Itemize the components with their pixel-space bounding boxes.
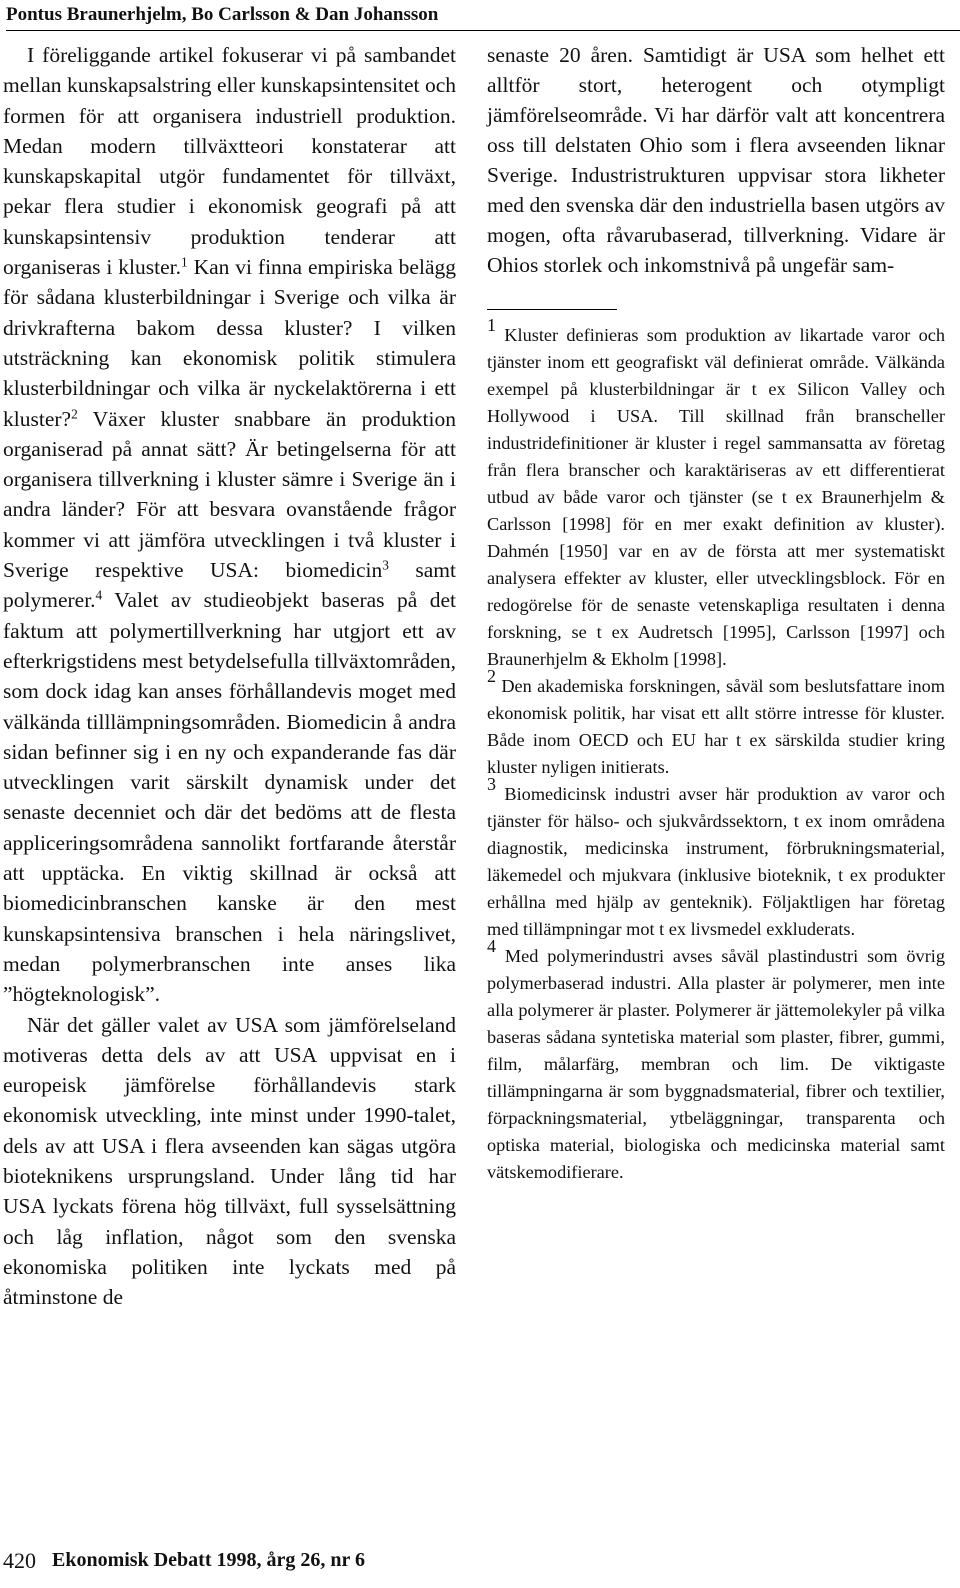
- footnote-number: 1: [487, 315, 496, 336]
- footnote-number: 3: [487, 774, 496, 795]
- footnote-ref-4: 4: [95, 588, 103, 604]
- body-text: I föreliggande artikel fokuserar vi på sambandet mellan kunskapsalstring eller kunskapsintensitet och formen för att organisera industriell produktion. Medan modern tillväxtteori konstaterar att kunskapskapital utgör fundamentet för tillväxt, pekar flera studier i ekonomisk geografi på att kunskapsintensiv produktion tenderar att organiseras i kluster.: [3, 43, 456, 280]
- header-rule: [6, 30, 960, 31]
- footnote-1: [487, 315, 945, 673]
- footnote-text: Kluster definieras som produktion av likartade varor och tjänster inom ett geografiskt väl definierat område. Välkända exempel på klusterbildningar är t ex Silicon Valley och Hollywood i USA. Till skillnad från branscheller industridefinitioner är kluster i regel sammansatta av företag från flera branscher och karaktäriseras av ett differentierat utbud av både varor och tjänster (se t ex Braunerhjelm & Carlsson [1998] för en mer exakt definition av kluster). Dahmén [1950] var en av de första att mer systematiskt analysera effekter av kluster, eller utvecklingsblock. För en redogörelse för de senaste vetenskapliga resultaten i denna forskning, se t ex Audretsch [1995], Carlsson [1997] och Braunerhjelm & Ekholm [1998].: [487, 325, 945, 669]
- footnote-number: 2: [487, 666, 496, 687]
- left-column: [3, 40, 456, 1312]
- body-text: Kan vi finna empiriska belägg för sådana klusterbildningar i Sverige och vilka är drivkrafterna bakom dessa kluster? I vilken utsträckning kan ekonomisk politik stimulera klusterbildningar och vilka är nyckelaktörerna i ett kluster?: [3, 255, 456, 431]
- footnote-ref-3: 3: [382, 557, 389, 573]
- footnote-text: Den akademiska forskningen, såväl som beslutsfattare inom ekonomisk politik, har visat ett allt större intresse för kluster. Både inom OECD och EU har t ex särskilda studier kring kluster nyligen initierats.: [487, 676, 945, 777]
- body-text: Valet av studieobjekt baseras på det faktum att polymertillverkning har utgjort ett av efterkrigstidens mest betydelsefulla tillväxtområden, som dock idag kan anses förhållandevis moget med välkända tilllämpningsområden. Biomedicin å andra sidan befinner sig i en ny och expanderande fas där utvecklingen varit särskilt dynamisk under det senaste decenniet och där det bedöms att de flesta appliceringsområdena sannolikt fortfarande återstår att upptäcka. En viktig skillnad är också att biomedicinbranschen kanske är den mest kunskapsintensiva branschen i hela näringslivet, medan polymerbranschen inte anses lika ”högteknologisk”.: [3, 588, 456, 1007]
- body-text: samt polymerer.: [3, 558, 456, 613]
- header-authors: Pontus Braunerhjelm, Bo Carlsson & Dan Johansson: [6, 4, 439, 25]
- running-header: [0, 0, 960, 30]
- footnote-text: Biomedicinsk industri avser här produktion av varor och tjänster för hälso- och sjukvårdssektorn, t ex inom områdena diagnostik, medicinska instrument, förbrukningsmaterial, läkemedel och mjukvara (inklusive bioteknik, t ex produkter erhållna med hjälp av genteknik). Följaktligen har företag med tillämpningar mot t ex livsmedel exkluderats.: [487, 784, 945, 939]
- footnote-4: [487, 936, 945, 1186]
- page-number: 420: [3, 1548, 36, 1573]
- journal-citation: Ekonomisk Debatt 1998, årg 26, nr 6: [52, 1549, 365, 1571]
- body-paragraph-1: [3, 40, 456, 1010]
- body-paragraph-continued: senaste 20 åren. Samtidigt är USA som helhet ett alltför stort, heterogent och otympligt jämförelseområde. Vi har därför valt att koncentrera oss till delstaten Ohio som i flera avseenden liknar Sverige. Industristrukturen uppvisar stora likheter med den svenska där den industriella basen utgörs av mogen, ofta råvarubaserad, tillverkning. Vidare är Ohios storlek och inkomstnivå på ungefär sam-: [487, 43, 945, 277]
- right-column: [487, 40, 945, 1186]
- footnote-2: [487, 666, 945, 781]
- footnote-text: Med polymerindustri avses såväl plastindustri som övrig polymerbaserad industri. Alla plaster är polymerer, men inte alla polymerer är plaster. Polymerer är jättemolekyler på vilka baseras sådana syntetiska material som plaster, fibrer, gummi, film, målarfärg, membran och lim. De viktigaste tillämpningarna är som byggnadsmaterial, fibrer och textilier, förpackningsmaterial, ytbeläggningar, transparenta och optiska material, biologiska och medicinska material samt vätskemodifierare.: [487, 946, 945, 1182]
- body-paragraph-2: När det gäller valet av USA som jämförelseland motiveras detta dels av att USA uppvisat en i europeisk jämförelse förhållandevis stark ekonomisk utveckling, inte minst under 1990-talet, dels av att USA i flera avseenden kan sägas utgöra bioteknikens ursprungsland. Under lång tid har USA lyckats förena hög tillväxt, full sysselsättning och låg inflation, något som den svenska ekonomiska politiken inte lyckats med på åtminstone de: [3, 1012, 456, 1310]
- footnote-ref-2: 2: [71, 406, 78, 422]
- footnote-ref-1: 1: [181, 254, 188, 270]
- body-text: Växer kluster snabbare än produktion organiserad på annat sätt? Är betingelserna för att organisera tillverkning i kluster sämre i Sverige än i andra länder? För att besvara ovanstående frågor kommer vi att jämföra utvecklingen i två kluster i Sverige respektive USA: biomedicin: [3, 406, 456, 583]
- footnote-3: [487, 774, 945, 943]
- footnote-number: 4: [487, 936, 496, 957]
- footnote-separator: [487, 309, 617, 310]
